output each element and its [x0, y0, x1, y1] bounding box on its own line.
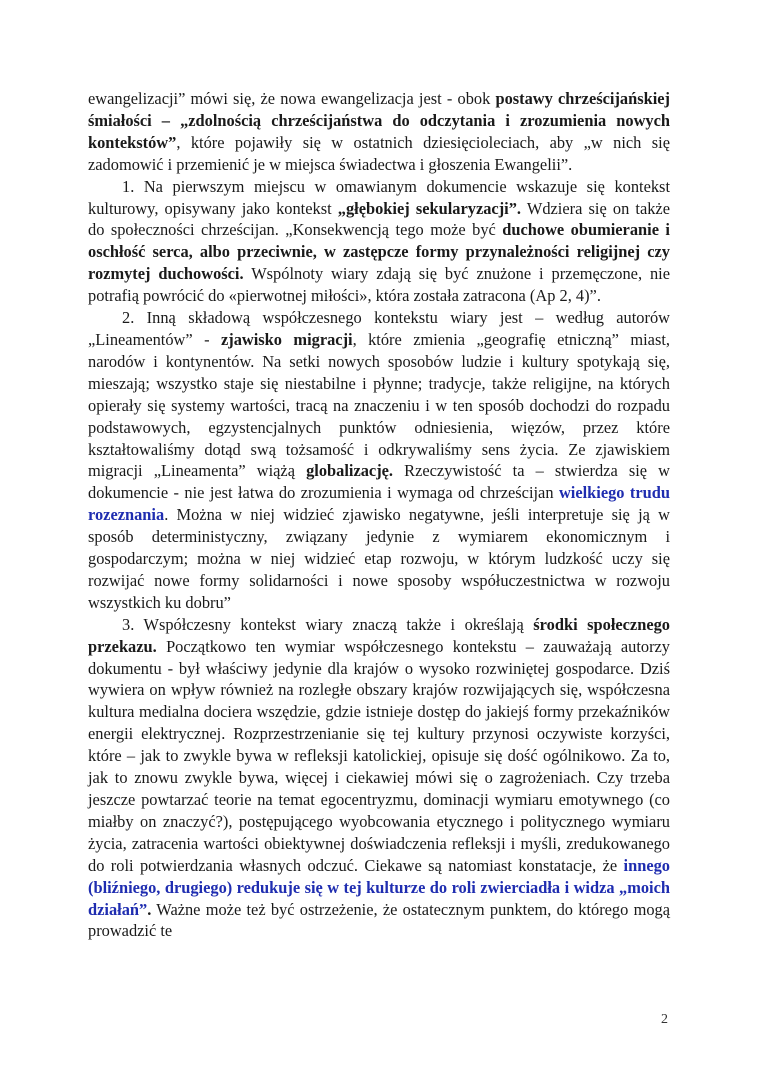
bold-text: zjawisko migracji: [220, 329, 353, 349]
text-run: , które zmienia „geografię etniczną” miast, narodów i kontynentów. Na setki nowych sposobów ludzie i kultury spotykają się, mieszają; wszystko staje się niestabilne i płynne; tradycje, także religijne, na których opierały się systemy wartości, tracą na znaczeniu i w ten sposób dochodzi do rozpadu podstawowych, egzystencjalnych punktów odniesienia, więzów, przez które kształtowaliśmy dotąd swą tożsamość i odkrywaliśmy sens życia. Ze zjawiskiem migracji „Lineamenta” wiążą: [88, 329, 670, 481]
highlighted-text: wielkiego trudu rozeznania: [88, 483, 670, 525]
bold-text: środki społecznego przekazu.: [88, 614, 670, 656]
text-run: 3. Współczesny kontekst wiary znaczą także i określają: [122, 614, 534, 634]
body-text: [88, 88, 670, 942]
text-run: . Można w niej widzieć zjawisko negatywne, jeśli interpretuje się ją w sposób deterministyczny, związany jedynie z wymiarem ekonomicznym i gospodarczym; można w niej widzieć etap rozwoju, w którym ludzkość uczy się rozwijać nowe formy solidarności i nowe sposoby współuczestnictwa w rozwoju wszystkich ku dobru”: [88, 505, 670, 612]
paragraph: [88, 307, 670, 614]
paragraph: [88, 614, 670, 943]
bold-text: globalizację.: [306, 461, 394, 481]
text-run: Wdziera się on także do społeczności chrześcijan. „Konsekwencją tego może być: [88, 198, 670, 240]
text-run: Rzeczywistość ta – stwierdza się w dokumencie - nie jest łatwa do zrozumienia i wymaga od chrześcijan: [88, 461, 670, 503]
text-run: Ważne może też być ostrzeżenie, że ostatecznym punktem, do którego mogą prowadzić te: [88, 899, 670, 941]
text-run: ewangelizacji” mówi się, że nowa ewangelizacja jest - obok: [88, 89, 496, 108]
highlighted-text: innego (bliźniego, drugiego) redukuje się w tej kulturze do roli zwierciadła i widza „moich działań”: [88, 855, 670, 919]
text-run: Początkowo ten wymiar współczesnego kontekstu – zauważają autorzy dokumentu - był właściwy jedynie dla krajów o wysoko rozwiniętej gospodarce. Dziś wywiera on wpływ również na rozległe obszary krajów rozwijających się, współczesna kultura medialna dociera wszędzie, gdzie istnieje dostęp do jakiejś formy przekaźników energii elektrycznej. Rozprzestrzenianie się tej kultury przynosi oczywiste korzyści, które – jak to zwykle bywa w refleksji katolickiej, opisuje się dość ogólnikowo. Za to, jak to znowu zwykle bywa, więcej i ciekawiej mówi się o zagrożeniach. Czy trzeba jeszcze powtarzać teorie na temat egocentryzmu, dominacji wymiaru emotywnego (co miałby on znaczyć?), postępującego wyobcowania etycznego i politycznego wymiaru życia, zatracenia wartości obiektywnej doświadczenia refleksji i myśli, zredukowanego do roli potwierdzania własnych odczuć. Ciekawe są natomiast konstatacje, że: [88, 636, 670, 875]
bold-text: postawy chrześcijańskiej śmiałości – „zdolnością chrześcijaństwa do odczytania i zrozumienia nowych kontekstów”: [88, 89, 670, 152]
paragraph: [88, 176, 670, 307]
text-run: 2. Inną składową współczesnego kontekstu wiary jest – według autorów „Lineamentów” -: [88, 308, 670, 349]
paragraph: [88, 88, 670, 176]
bold-text: .: [147, 899, 152, 919]
text-run: , które pojawiły się w ostatnich dziesięcioleciach, aby „w nich się zadomowić i przemienić je w miejsca świadectwa i głoszenia Ewangelii”.: [88, 132, 670, 174]
bold-text: „głębokiej sekularyzacji”.: [337, 198, 522, 218]
bold-text: duchowe obumieranie i oschłość serca, albo przeciwnie, w zastępcze formy przynależności religijnej czy rozmytej duchowości.: [88, 220, 670, 284]
text-run: Wspólnoty wiary zdają się być znużone i przemęczone, nie potrafią powrócić do «pierwotnej miłości», która została zatracona (Ap 2, 4)”.: [88, 264, 670, 306]
page-number: 2: [661, 1012, 668, 1027]
text-run: 1. Na pierwszym miejscu w omawianym dokumencie wskazuje się kontekst kulturowy, opisywany jako kontekst: [88, 176, 670, 218]
